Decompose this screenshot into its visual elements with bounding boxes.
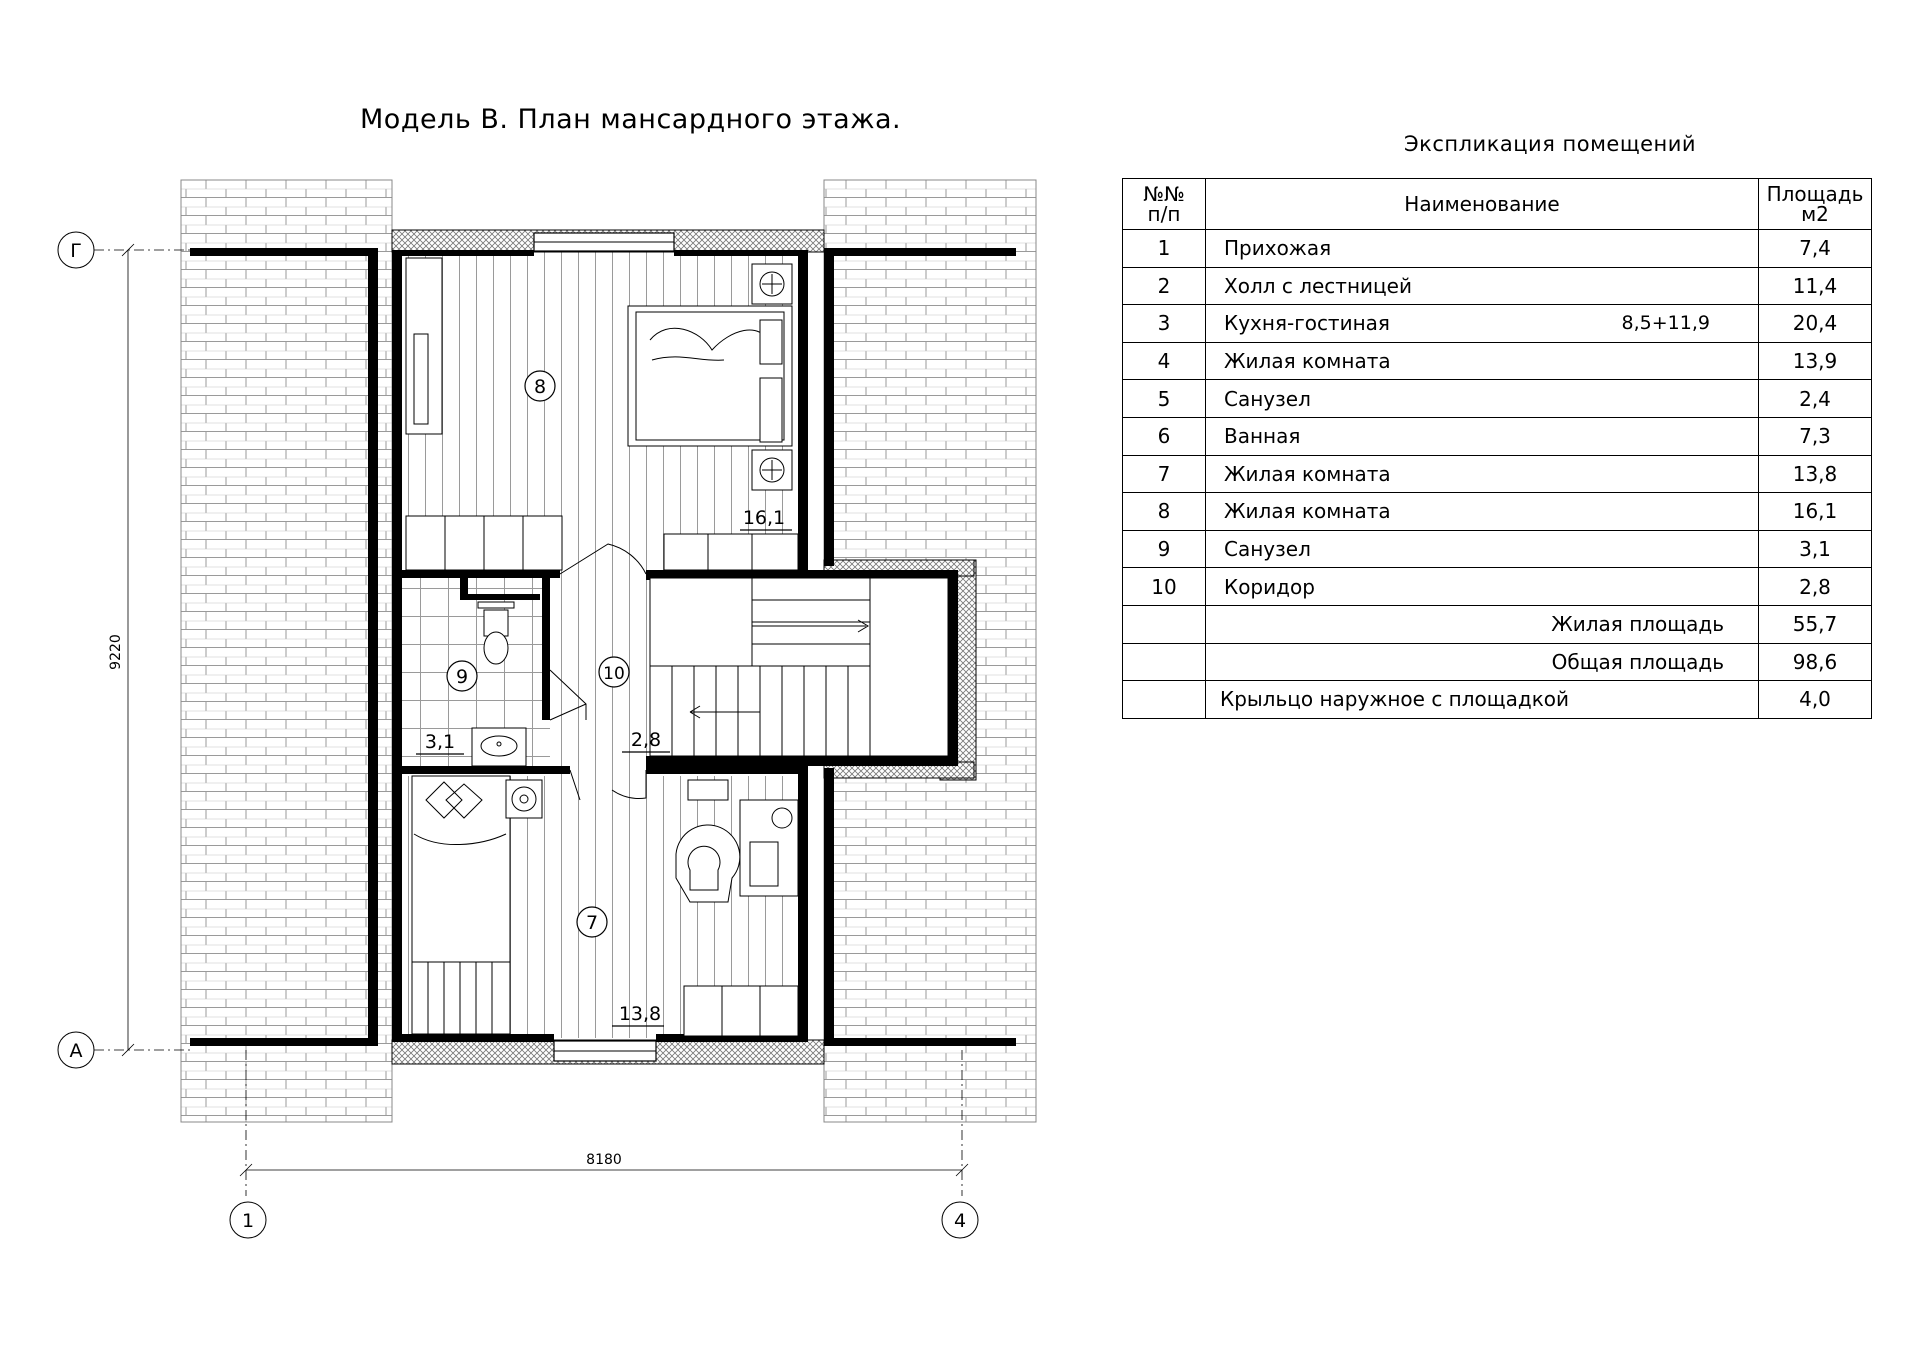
axis-marker-bottom [58, 1032, 94, 1068]
svg-text:1: 1 [241, 1210, 255, 1232]
header-number: №№ п/п [1123, 179, 1206, 230]
table-row: 4 Жилая комната 13,9 [1123, 342, 1872, 380]
axis-marker-right [942, 1202, 978, 1238]
room-area-10: 2,8 [630, 729, 662, 751]
table-row: 1 Прихожая 7,4 [1123, 230, 1872, 268]
table-row: 9 Санузел 3,1 [1123, 530, 1872, 568]
table-row: 8 Жилая комната 16,1 [1123, 493, 1872, 531]
header-name: Наименование [1206, 179, 1759, 230]
room-area-8: 16,1 [742, 507, 786, 529]
stair [650, 578, 948, 756]
table-header-row [1123, 179, 1872, 230]
svg-text:А: А [69, 1040, 83, 1062]
explication-table [1122, 178, 1872, 719]
table-row: 2 Холл с лестницей 11,4 [1123, 267, 1872, 305]
svg-text:10: 10 [603, 664, 625, 684]
roof-left [181, 180, 392, 1122]
living-area-row: Жилая площадь 55,7 [1123, 605, 1872, 643]
area-calculation: 8,5+11,9 [1621, 312, 1710, 335]
svg-text:8: 8 [533, 376, 547, 398]
explication-title: Экспликация помещений [1404, 132, 1697, 156]
table-row: 7 Жилая комната 13,8 [1123, 455, 1872, 493]
header-area: Площадь м2 [1759, 179, 1872, 230]
svg-text:Г: Г [70, 240, 82, 262]
table-row: 10 Коридор 2,8 [1123, 568, 1872, 606]
table-row: 5 Санузел 2,4 [1123, 380, 1872, 418]
plan-title: Модель В. План мансардного этажа. [360, 104, 902, 135]
total-area-row: Общая площадь 98,6 [1123, 643, 1872, 681]
table-row: 3 Кухня-гостиная 8,5+11,9 20,4 [1123, 305, 1872, 343]
table-row: 6 Ванная 7,3 [1123, 417, 1872, 455]
svg-text:7: 7 [585, 912, 599, 934]
room-area-9: 3,1 [424, 731, 456, 753]
axis-marker-left [230, 1202, 266, 1238]
room-area-7: 13,8 [618, 1003, 662, 1025]
axis-marker-top [58, 232, 94, 268]
dimension-height: 9220 [108, 634, 124, 670]
porch-row: Крыльцо наружное с площадкой 4,0 [1123, 681, 1872, 719]
dimension-width: 8180 [586, 1152, 622, 1168]
svg-text:9: 9 [455, 666, 469, 688]
svg-text:4: 4 [953, 1210, 967, 1232]
